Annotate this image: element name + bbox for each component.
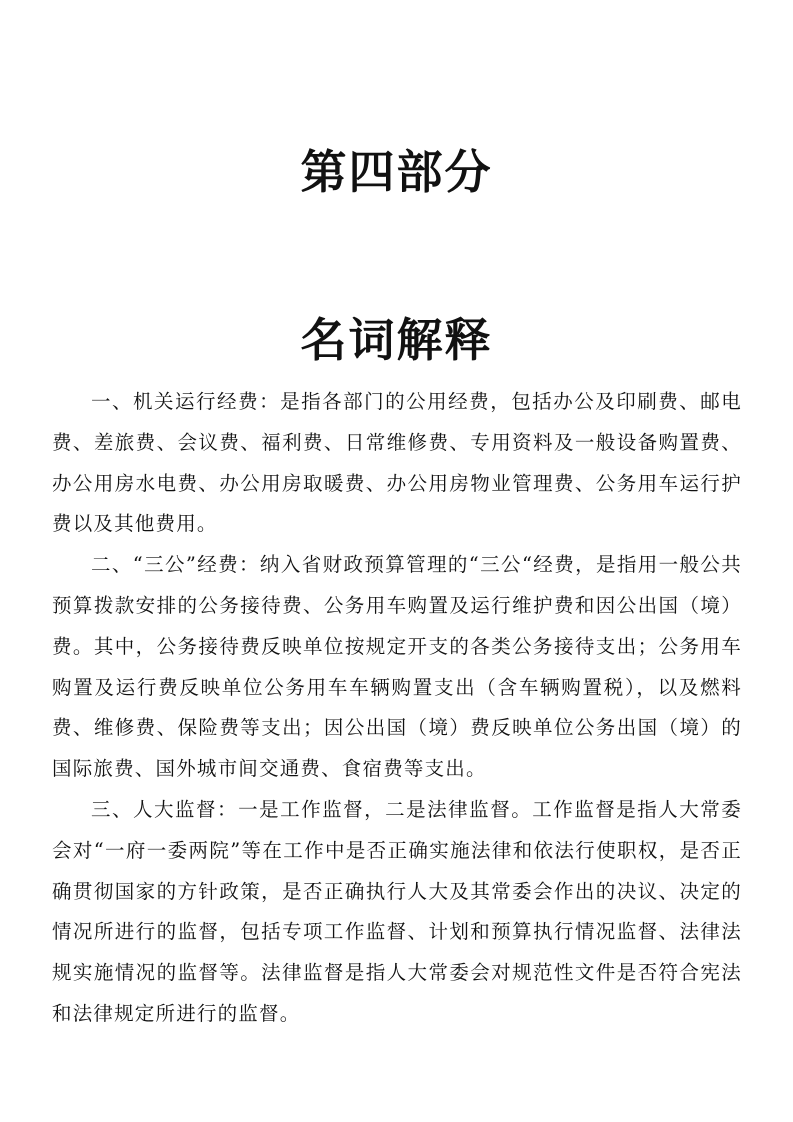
body-text bbox=[52, 382, 742, 1035]
part-title: 第四部分 bbox=[300, 145, 493, 199]
paragraph-three-public-expenses: 二、“三公”经费：纳入省财政预算管理的“三公“经费，是指用一般公共预算拨款安排的公务接待费、公务用车购置及运行维护费和因公出国（境）费。其中，公务接待费反映单位按规定开支的各类公务接待支出；公务用车购置及运行费反映单位公务用车车辆购置支出（含车辆购置税），以及燃料费、维修费、保险费等支出；因公出国（境）费反映单位公务出国（境）的国际旅费、国外城市间交通费、食宿费等支出。 bbox=[52, 553, 742, 781]
paragraph-npc-supervision: 三、人大监督：一是工作监督，二是法律监督。工作监督是指人大常委会对“一府一委两院”等在工作中是否正确实施法律和依法行使职权，是否正确贯彻国家的方针政策，是否正确执行人大及其常委会作出的决议、决定的情况所进行的监督，包括专项工作监督、计划和预算执行情况监督、法律法规实施情况的监督等。法律监督是指人大常委会对规范性文件是否符合宪法和法律规定所进行的监督。 bbox=[52, 797, 742, 1025]
paragraph-operating-expenses: 一、机关运行经费：是指各部门的公用经费，包括办公及印刷费、邮电费、差旅费、会议费、福利费、日常维修费、专用资料及一般设备购置费、办公用房水电费、办公用房取暖费、办公用房物业管理费、公务用车运行护费以及其他费用。 bbox=[52, 390, 742, 536]
section-title: 名词解释 bbox=[300, 313, 493, 367]
